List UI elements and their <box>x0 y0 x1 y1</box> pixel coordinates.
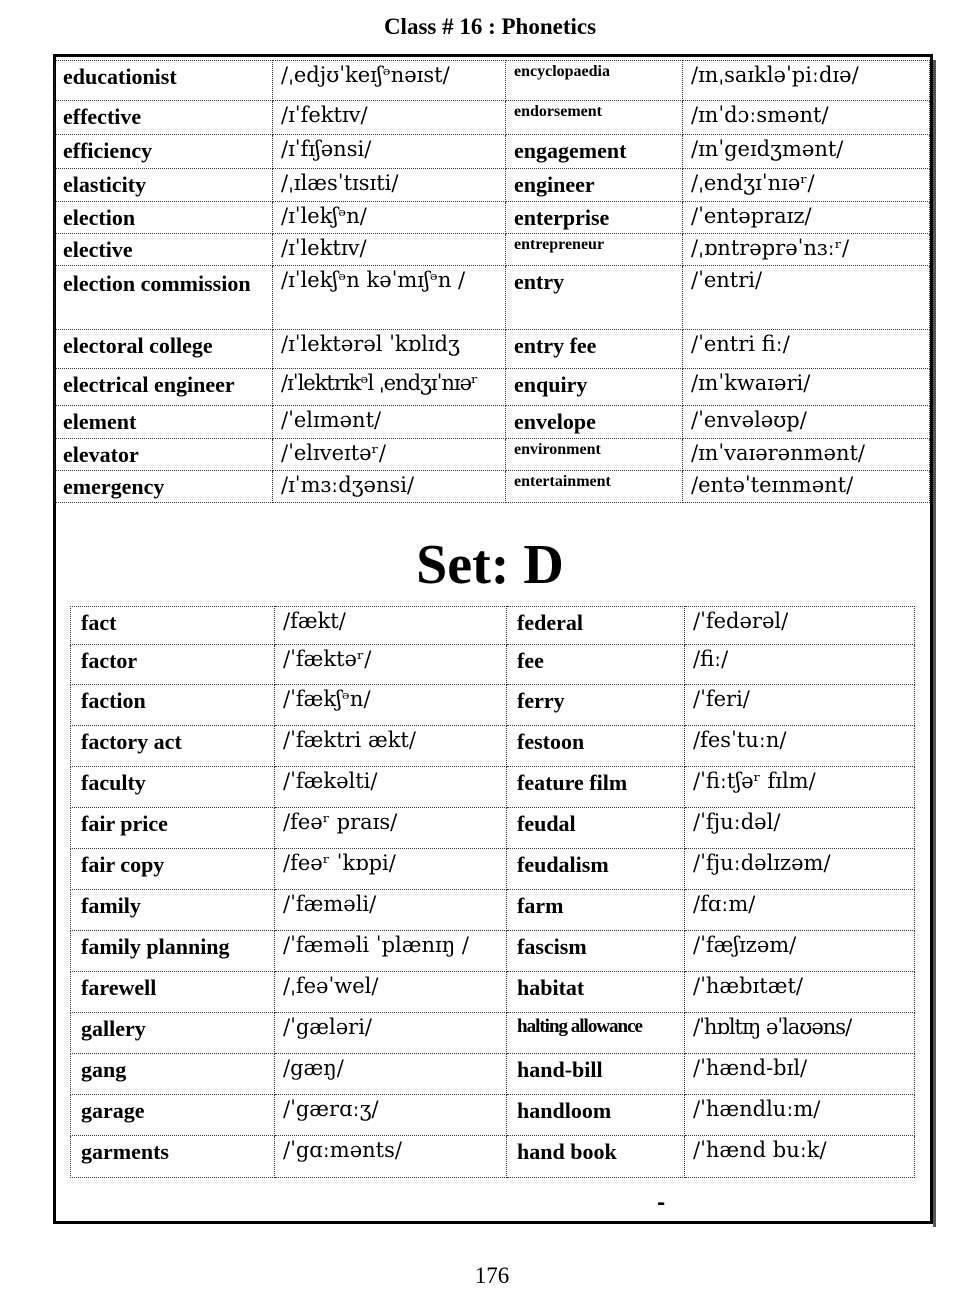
phonetic-cell: /ɪˈmɜːdʒənsi/ <box>273 471 506 503</box>
table-row <box>71 1013 915 1054</box>
table-row <box>55 234 930 266</box>
word-cell: entry <box>506 266 683 330</box>
table-row <box>71 890 915 931</box>
word-cell: engineer <box>506 169 683 202</box>
word-cell: enterprise <box>506 202 683 234</box>
word-cell: gang <box>71 1054 275 1095</box>
word-cell: effective <box>55 101 273 135</box>
phonetic-cell: /ˈfedərəl/ <box>685 607 915 645</box>
phonetic-cell: /ˈenvələʊp/ <box>683 406 930 439</box>
phonetic-cell: /feəʳ ˈkɒpi/ <box>275 849 507 890</box>
phonetic-cell: /ˈferi/ <box>685 685 915 726</box>
word-cell: feudalism <box>507 849 685 890</box>
table-row <box>71 849 915 890</box>
word-cell: habitat <box>507 972 685 1013</box>
table-row <box>55 330 930 369</box>
phonetic-cell: /ˌɒntrəprəˈnɜːʳ/ <box>683 234 930 266</box>
word-cell: farm <box>507 890 685 931</box>
phonetic-cell: /ˈfjuːdəl/ <box>685 808 915 849</box>
phonetic-cell: /ˈfækəlti/ <box>275 767 507 808</box>
table-row <box>55 406 930 439</box>
phonetic-cell: /ˌɪlæsˈtɪsɪti/ <box>273 169 506 202</box>
phonetic-cell: /ˈfæktəʳ/ <box>275 645 507 685</box>
word-cell: handloom <box>507 1095 685 1136</box>
phonetic-cell: /ˈentəpraɪz/ <box>683 202 930 234</box>
phonetic-cell: /ɪˈlektɪv/ <box>273 234 506 266</box>
phonetic-cell: /ˈfæməli ˈplænɪŋ / <box>275 931 507 972</box>
phonetic-cell: /fesˈtuːn/ <box>685 726 915 767</box>
word-cell: efficiency <box>55 135 273 169</box>
phonetic-cell: /ɪnˌsaɪkləˈpiːdɪə/ <box>683 61 930 101</box>
word-cell: family planning <box>71 931 275 972</box>
word-cell: fair price <box>71 808 275 849</box>
word-cell: elevator <box>55 439 273 471</box>
word-cell: fee <box>507 645 685 685</box>
table-row <box>55 135 930 169</box>
word-cell: garments <box>71 1136 275 1178</box>
phonetic-cell: /ˈentri/ <box>683 266 930 330</box>
table-row <box>71 931 915 972</box>
table-row <box>55 169 930 202</box>
phonetics-table-set-d <box>70 606 915 1178</box>
word-cell: hand-bill <box>507 1054 685 1095</box>
phonetic-cell: /ɪˈlektrɪkᵊl ˌendʒɪˈnɪəʳ <box>273 369 506 406</box>
phonetics-table-e <box>54 60 930 503</box>
page-number: 176 <box>474 1263 510 1288</box>
page-title: Class # 16 : Phonetics <box>383 14 597 39</box>
phonetic-cell: /ˈfiːtʃəʳ fɪlm/ <box>685 767 915 808</box>
phonetic-cell: /ɪˈlekʃᵊn kəˈmɪʃᵊn / <box>273 266 506 330</box>
phonetic-cell: /ˈgæləri/ <box>275 1013 507 1054</box>
word-cell: halting allowance <box>507 1013 685 1054</box>
word-cell: garage <box>71 1095 275 1136</box>
word-cell: environment <box>506 439 683 471</box>
phonetic-cell: /ɪˈfɪʃənsi/ <box>273 135 506 169</box>
word-cell: factor <box>71 645 275 685</box>
phonetic-cell: /ˈfæʃɪzəm/ <box>685 931 915 972</box>
phonetic-cell: /ˈhænd-bɪl/ <box>685 1054 915 1095</box>
section-heading: Set: D <box>416 534 564 596</box>
word-cell: engagement <box>506 135 683 169</box>
phonetic-cell: /ɪnˈvaɪərənmənt/ <box>683 439 930 471</box>
table-row <box>55 266 930 330</box>
phonetic-cell: /ˈhænd buːk/ <box>685 1136 915 1178</box>
phonetic-cell: /ɪˈlekʃᵊn/ <box>273 202 506 234</box>
phonetic-cell: /gæŋ/ <box>275 1054 507 1095</box>
table-row <box>55 369 930 406</box>
table-row <box>71 1136 915 1178</box>
word-cell: entrepreneur <box>506 234 683 266</box>
word-cell: envelope <box>506 406 683 439</box>
word-cell: election commission <box>55 266 273 330</box>
word-cell: electrical engineer <box>55 369 273 406</box>
table-row <box>55 439 930 471</box>
table-row <box>71 645 915 685</box>
table-row <box>71 726 915 767</box>
phonetic-cell: /feəʳ praɪs/ <box>275 808 507 849</box>
phonetic-cell: /ˈhɒltɪŋ əˈlaʊəns/ <box>685 1013 915 1054</box>
table-row <box>71 607 915 645</box>
word-cell: election <box>55 202 273 234</box>
word-cell: feature film <box>507 767 685 808</box>
word-cell: enquiry <box>506 369 683 406</box>
phonetic-cell: /ˈhændluːm/ <box>685 1095 915 1136</box>
table-row <box>71 1095 915 1136</box>
table-row <box>55 471 930 503</box>
table-row <box>71 972 915 1013</box>
word-cell: element <box>55 406 273 439</box>
word-cell: elasticity <box>55 169 273 202</box>
word-cell: elective <box>55 234 273 266</box>
table-row <box>71 767 915 808</box>
word-cell: gallery <box>71 1013 275 1054</box>
phonetic-cell: /fɑːm/ <box>685 890 915 931</box>
table-row <box>71 808 915 849</box>
word-cell: farewell <box>71 972 275 1013</box>
phonetic-cell: /ˈelɪmənt/ <box>273 406 506 439</box>
table-row <box>71 1054 915 1095</box>
phonetic-cell: /ˈfæktri ækt/ <box>275 726 507 767</box>
word-cell: entertainment <box>506 471 683 503</box>
word-cell: factory act <box>71 726 275 767</box>
phonetic-cell: /ˈgærɑːʒ/ <box>275 1095 507 1136</box>
phonetic-cell: /ˈfækʃᵊn/ <box>275 685 507 726</box>
phonetic-cell: /ɪnˈdɔːsmənt/ <box>683 101 930 135</box>
table-row <box>55 61 930 101</box>
word-cell: feudal <box>507 808 685 849</box>
word-cell: faction <box>71 685 275 726</box>
word-cell: family <box>71 890 275 931</box>
phonetic-cell: /ˌedjʊˈkeɪʃᵊnəɪst/ <box>273 61 506 101</box>
word-cell: festoon <box>507 726 685 767</box>
table-row <box>55 101 930 135</box>
phonetic-cell: /ˈfæməli/ <box>275 890 507 931</box>
word-cell: hand book <box>507 1136 685 1178</box>
word-cell: encyclopaedia <box>506 61 683 101</box>
dash-mark: - <box>657 1190 666 1214</box>
phonetic-cell: /ɪnˈgeɪdʒmənt/ <box>683 135 930 169</box>
phonetic-cell: /ˈfjuːdəlɪzəm/ <box>685 849 915 890</box>
word-cell: educationist <box>55 61 273 101</box>
word-cell: endorsement <box>506 101 683 135</box>
word-cell: federal <box>507 607 685 645</box>
word-cell: emergency <box>55 471 273 503</box>
phonetic-cell: /entəˈteɪnmənt/ <box>683 471 930 503</box>
word-cell: entry fee <box>506 330 683 369</box>
phonetic-cell: /ˈentri fiː/ <box>683 330 930 369</box>
phonetic-cell: /ɪˈlektərəl ˈkɒlɪdʒ <box>273 330 506 369</box>
word-cell: fascism <box>507 931 685 972</box>
phonetic-cell: /ɪˈfektɪv/ <box>273 101 506 135</box>
phonetic-cell: /ˈgɑːmənts/ <box>275 1136 507 1178</box>
phonetic-cell: /ɪnˈkwaɪəri/ <box>683 369 930 406</box>
phonetic-cell: /fækt/ <box>275 607 507 645</box>
word-cell: fair copy <box>71 849 275 890</box>
table-row <box>55 202 930 234</box>
word-cell: ferry <box>507 685 685 726</box>
phonetic-cell: /fiː/ <box>685 645 915 685</box>
phonetic-cell: /ˈhæbɪtæt/ <box>685 972 915 1013</box>
word-cell: faculty <box>71 767 275 808</box>
word-cell: fact <box>71 607 275 645</box>
word-cell: electoral college <box>55 330 273 369</box>
phonetic-cell: /ˈelɪveɪtəʳ/ <box>273 439 506 471</box>
phonetic-cell: /ˌendʒɪˈnɪəʳ/ <box>683 169 930 202</box>
phonetic-cell: /ˌfeəˈwel/ <box>275 972 507 1013</box>
table-row <box>71 685 915 726</box>
